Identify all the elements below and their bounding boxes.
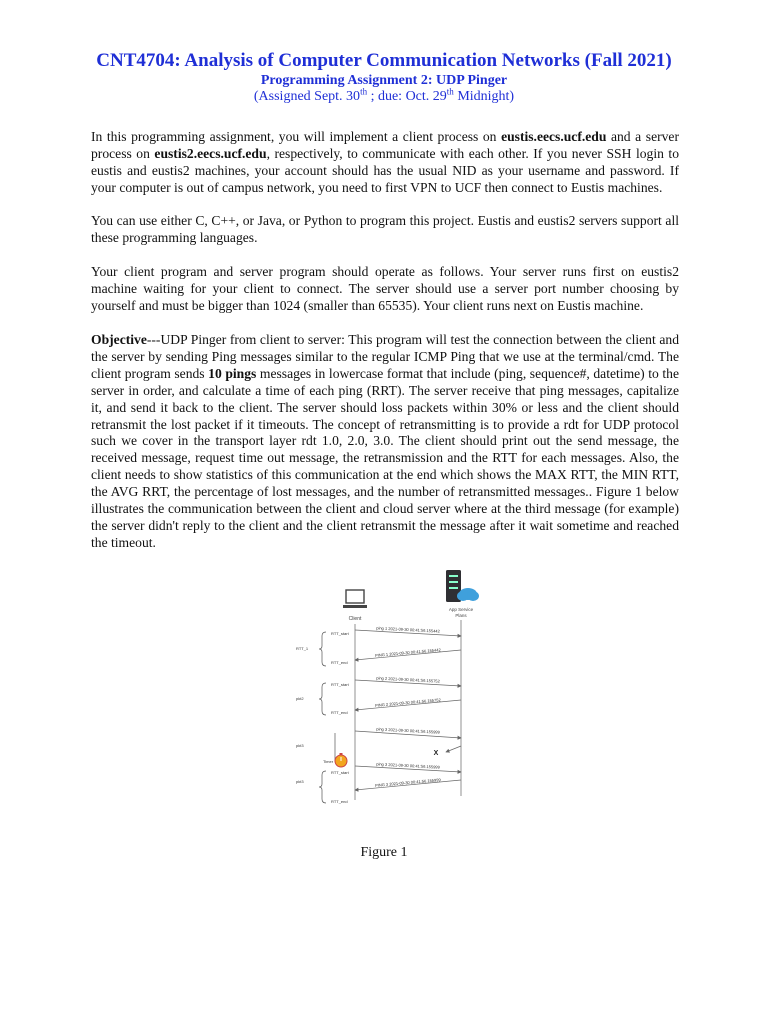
server-host: eustis2.eecs.ucf.edu [154,145,267,161]
monitor-icon [343,590,367,608]
side-label-rtt1: RTT_1 [296,646,309,651]
brace-2 [319,683,326,715]
dates-middle: ; due: Oct. 29 [367,89,447,104]
p1-text-3: , respectively, to communicate with each other. If you never SSH login to eustis and eustis2 machines, your account should has the usual NID as your username and password. If your computer is out of campus network, you need to first VPN to UCF then connect to Eustis machines. [91,145,679,195]
due-superscript: th [446,86,454,97]
lost-reply-arrow [446,746,461,752]
sequence-diagram [290,568,480,808]
course-title: CNT4704: Analysis of Computer Communication Networks (Fall 2021) [96,50,672,71]
lost-packet-mark: X [433,750,439,757]
side-label-pkt3: pkt3 [296,743,304,748]
dates-prefix: (Assigned Sept. 30 [253,89,361,104]
side-label-pkt3-retx: pkt3 [296,779,304,784]
paragraph-intro [91,129,679,197]
message-label-7: PING 3 2021-09-30 00:41:56.155999 [374,777,441,788]
figure-caption: Figure 1 [360,845,408,860]
message-label-6: ping 3 2021-09-30 00:41:56.155999 [376,761,440,770]
timer-label: Timer [323,759,334,764]
rtt-start-label-3: RTT_start [331,770,349,775]
ping-count: 10 pings [208,365,257,381]
message-label-1: ping 1 2021-09-30 00:41:56.155442 [376,625,440,634]
assigned-superscript: th [360,86,368,97]
message-label-2: PING 1 2021-09-30 00:41:56.155442 [374,647,441,658]
p1-text-1: In this programming assignment, you will implement a client process on [91,129,502,144]
p4-text-1: ---UDP Pinger from client to server: This program will test the connection between the client and the server by sending Ping messages similar to the regular ICMP Ping that we use at the terminal/cmd. The client program sends [91,332,679,381]
server-cloud-icon [446,570,479,602]
rtt-end-label-1: RTT_end [331,660,348,665]
p1-text-2: and a server process on [91,129,679,161]
timer-icon [335,753,347,767]
message-label-4: PING 2 2021-09-30 00:41:56.155752 [374,697,441,708]
dates-suffix: Midnight) [453,89,515,104]
server-label-1: App Service [448,607,474,612]
rtt-end-label-3: RTT_end [331,799,348,804]
objective-label: Objective [91,332,147,347]
message-label-5: ping 3 2021-09-30 00:41:56.155999 [376,726,440,735]
client-host: eustis.eecs.ucf.edu [501,129,607,144]
rtt-start-label-1: RTT_start [331,631,349,636]
p4-text-2: messages in lowercase format that include (ping, sequence#, datetime) to the server in order, and calculate a time of each ping (RRT). The server receive that ping messages, capitalize it, and send it back to the client. The server should loss packets within 30% or less and the client should retransmit the lost packet if it timeouts. The concept of retransmitting is to provide a rdt for UDP protocol such we cover in the transport layer rdt 1.0, 2.0, 3.0. The client should print out the send message, the received message, request time out message, the retransmission and the RTT for each messages. Also, the client needs to show statistics of this communication at the end which shows the MAX RTT, the MIN RTT, the AVG RRT, the percentage of lost messages, and the number of retransmitted messages.. Figure 1 below illustrates the communication between the client and cloud server where at the third message (for example) the server didn't reply to the client and the client retransmit the message after it wait sometime and reached the timeout. [91,365,680,550]
rtt-start-label-2: RTT_start [331,682,349,687]
server-label-2: Plans [455,613,467,618]
brace-3 [319,771,326,803]
rtt-end-label-2: RTT_end [331,710,348,715]
side-label-pkt2: pkt2 [296,696,304,701]
assignment-dates [0,86,768,105]
client-label: Client [348,616,362,622]
paragraph-objective [91,332,679,552]
paragraph-languages: You can use either C, C++, or Java, or Python to program this project. Eustis and eustis2 servers support all these programming languages. [91,213,679,245]
paragraph-operation: Your client program and server program should operate as follows. Your server runs first on eustis2 machine waiting for your client to connect. The server should use a server port number choosing by yourself and must be bigger than 1024 (smaller than 65535). Your client runs next on Eustis machine. [91,264,679,313]
message-label-3: ping 2 2021-09-30 00:41:56.155752 [376,675,440,684]
assignment-title: Programming Assignment 2: UDP Pinger [260,73,508,88]
brace-1 [319,632,326,666]
